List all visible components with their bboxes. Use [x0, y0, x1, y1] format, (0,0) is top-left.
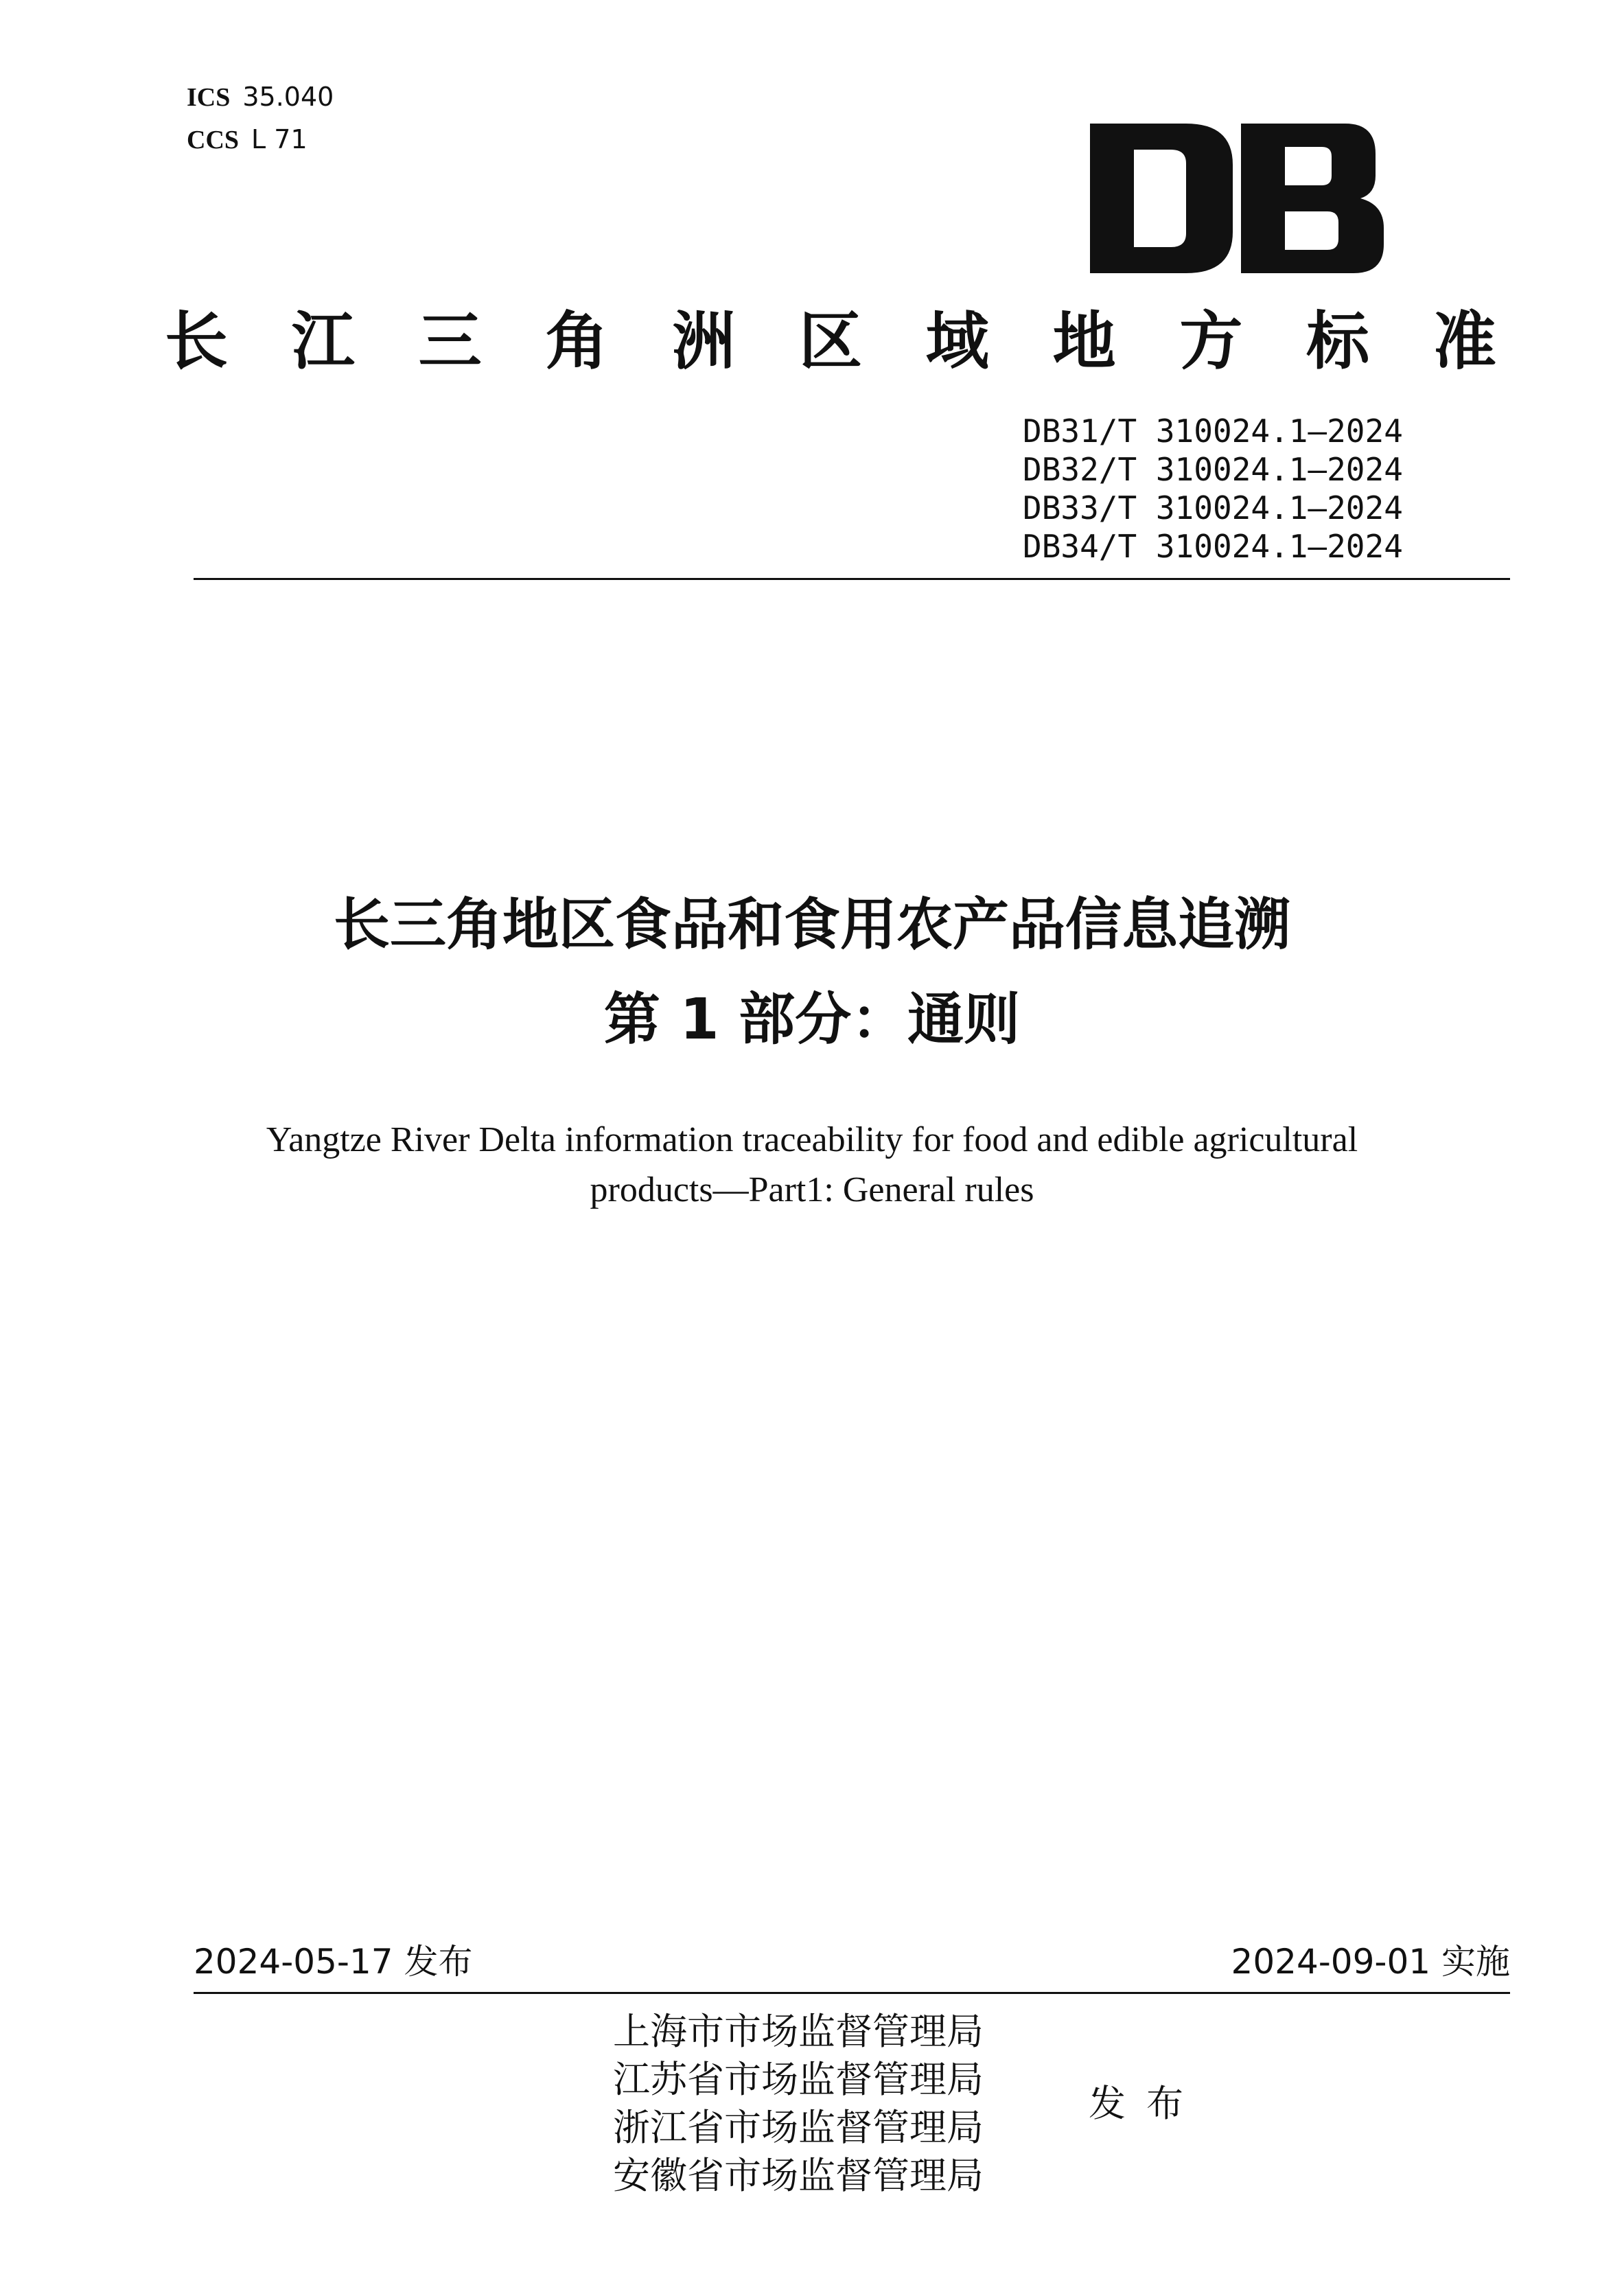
- standard-number-list: [1023, 412, 1503, 566]
- standard-number: DB32/T 310024.1—2024: [1023, 451, 1403, 488]
- standard-type-heading: [165, 305, 1496, 378]
- standard-type-char: 方: [1179, 305, 1243, 378]
- standard-number: DB34/T 310024.1—2024: [1023, 528, 1403, 565]
- publisher: 浙江省市场监督管理局: [613, 2106, 984, 2149]
- en-title-line1: Yangtze River Delta information traceability for food and edible agricultural: [266, 1120, 1358, 1159]
- ics-label: ICS: [187, 83, 231, 112]
- standard-type-char: 区: [798, 305, 862, 378]
- cn-title-line2: 第 1 部分：通则: [603, 987, 1021, 1052]
- standard-type-char: 三: [418, 305, 482, 378]
- standard-type-char: 准: [1432, 305, 1496, 378]
- issue-date: 2024-05-17 发布: [194, 1942, 473, 1982]
- header-divider: [194, 578, 1510, 580]
- footer-divider: [194, 1992, 1510, 1994]
- publisher: 安徽省市场监督管理局: [613, 2154, 984, 2197]
- standard-type-char: 角: [545, 305, 609, 378]
- standard-number: DB31/T 310024.1—2024: [1023, 413, 1403, 450]
- ccs-label: CCS: [187, 126, 240, 154]
- publish-label: 发布: [1089, 2082, 1204, 2125]
- standard-type-char: 洲: [672, 305, 736, 378]
- en-title-line2: products—Part1: General rules: [590, 1170, 1034, 1209]
- ics-code: [187, 84, 334, 111]
- publisher-list: [613, 2008, 997, 2200]
- ics-value: 35.040: [242, 82, 334, 112]
- ccs-value: L 71: [251, 124, 308, 154]
- implement-date: 2024-09-01 实施: [1231, 1942, 1510, 1982]
- db-logo: [1090, 124, 1384, 273]
- standard-type-char: 标: [1306, 305, 1370, 378]
- standard-type-char: 江: [291, 305, 355, 378]
- cn-title-line1: 长三角地区食品和食用农产品信息追溯: [333, 892, 1290, 958]
- publisher: 江苏省市场监督管理局: [613, 2058, 984, 2101]
- publisher: 上海市市场监督管理局: [613, 2010, 984, 2053]
- standard-type-char: 地: [1052, 305, 1116, 378]
- ccs-code: [187, 126, 308, 153]
- standard-type-char: 域: [925, 305, 989, 378]
- standard-type-char: 长: [165, 305, 229, 378]
- standard-number: DB33/T 310024.1—2024: [1023, 489, 1403, 526]
